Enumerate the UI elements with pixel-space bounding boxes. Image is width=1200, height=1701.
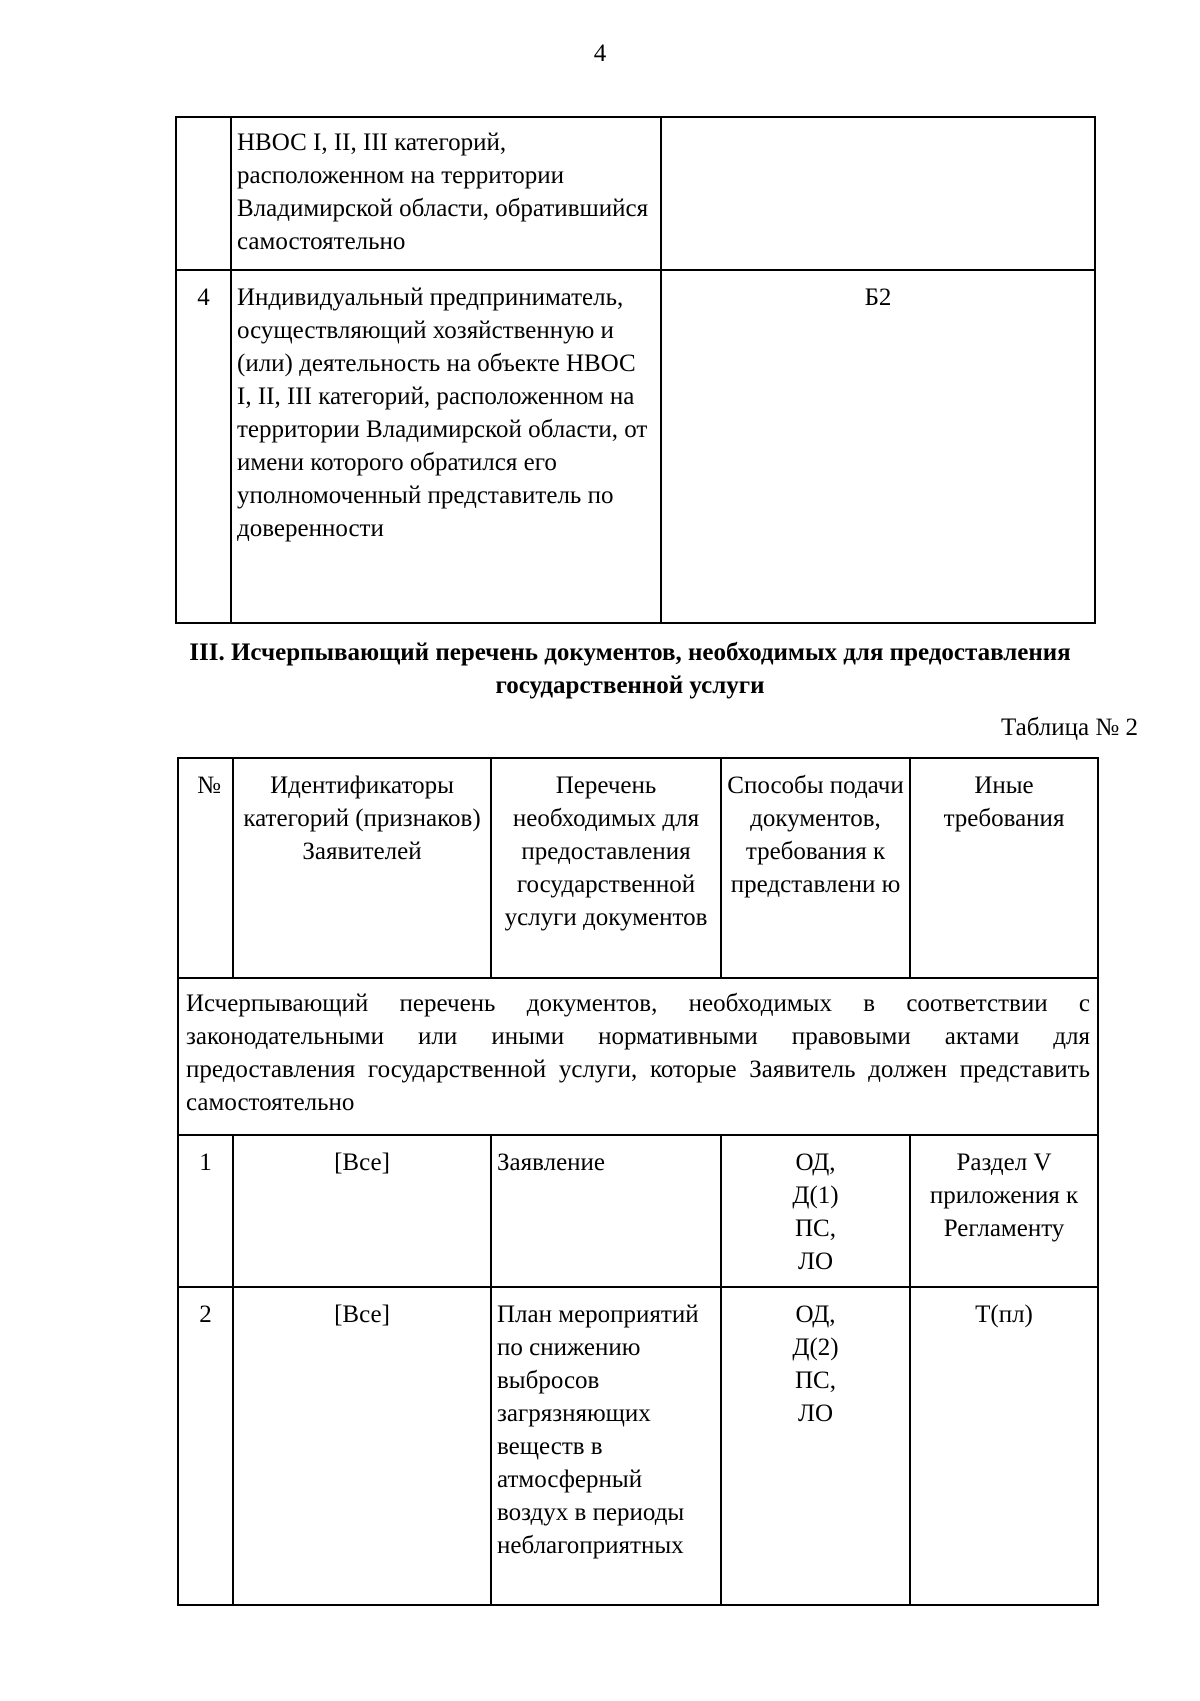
- table-caption: Таблица № 2: [1000, 714, 1138, 741]
- row-number-cell: 1: [178, 1135, 233, 1287]
- applicant-category-cell: Индивидуальный предприниматель, осуществляющий хозяйственную и (или) деятельность на объекте НВОС I, II, III категорий, расположенном на территории Владимирской области, от имени которого обратился его уполномоченный представитель по доверенности: [231, 270, 661, 623]
- header-methods: Способы подачи документов, требования к представлени ю: [721, 758, 910, 978]
- row-number-cell: 4: [176, 270, 231, 623]
- other-requirements-cell: Раздел V приложения к Регламенту: [910, 1135, 1098, 1287]
- row-number-cell: [176, 117, 231, 270]
- header-other-requirements: Иные требования: [910, 758, 1098, 978]
- method-line: Д(2): [792, 1334, 839, 1361]
- applicant-category-cell: НВОС I, II, III категорий, расположенном на территории Владимирской области, обратившийся самостоятельно: [231, 117, 661, 270]
- section-title: III. Исчерпывающий перечень документов, необходимых для предоставления государственной услуги: [189, 639, 1071, 699]
- method-line: ОД,: [795, 1149, 836, 1176]
- table-header-row: [178, 758, 1098, 978]
- table-row: [178, 1287, 1098, 1605]
- table-row: [178, 1135, 1098, 1287]
- identifiers-cell: [Все]: [233, 1287, 491, 1605]
- category-code-cell: Б2: [661, 270, 1095, 623]
- applicant-categories-table-continued: [175, 116, 1096, 624]
- category-code-cell: [661, 117, 1095, 270]
- section-description-cell: Исчерпывающий перечень документов, необходимых в соответствии с законодательными или иными нормативными правовыми актами для предоставления государственной услуги, которые Заявитель должен представить самостоятельно: [178, 978, 1098, 1135]
- methods-cell: [721, 1135, 910, 1287]
- method-line: ПС,: [795, 1367, 836, 1394]
- method-line: ПС,: [795, 1215, 836, 1242]
- row-number-cell: 2: [178, 1287, 233, 1605]
- document-cell: Заявление: [491, 1135, 721, 1287]
- identifiers-cell: [Все]: [233, 1135, 491, 1287]
- method-line: ЛО: [797, 1248, 833, 1275]
- table-row: [176, 117, 1095, 270]
- header-documents: Перечень необходимых для предоставления государственной услуги документов: [491, 758, 721, 978]
- method-line: ОД,: [795, 1301, 836, 1328]
- page-number: 4: [593, 40, 607, 67]
- table-section-row: [178, 978, 1098, 1135]
- header-number: №: [178, 758, 233, 978]
- methods-cell: [721, 1287, 910, 1605]
- document-cell: План мероприятий по снижению выбросов загрязняющих веществ в атмосферный воздух в периоды неблагоприятных: [491, 1287, 721, 1605]
- documents-table: [177, 757, 1099, 1606]
- other-requirements-cell: Т(пл): [910, 1287, 1098, 1605]
- header-identifiers: Идентификаторы категорий (признаков) Заявителей: [233, 758, 491, 978]
- table-row: [176, 270, 1095, 623]
- method-line: Д(1): [792, 1182, 839, 1209]
- method-line: ЛО: [797, 1400, 833, 1427]
